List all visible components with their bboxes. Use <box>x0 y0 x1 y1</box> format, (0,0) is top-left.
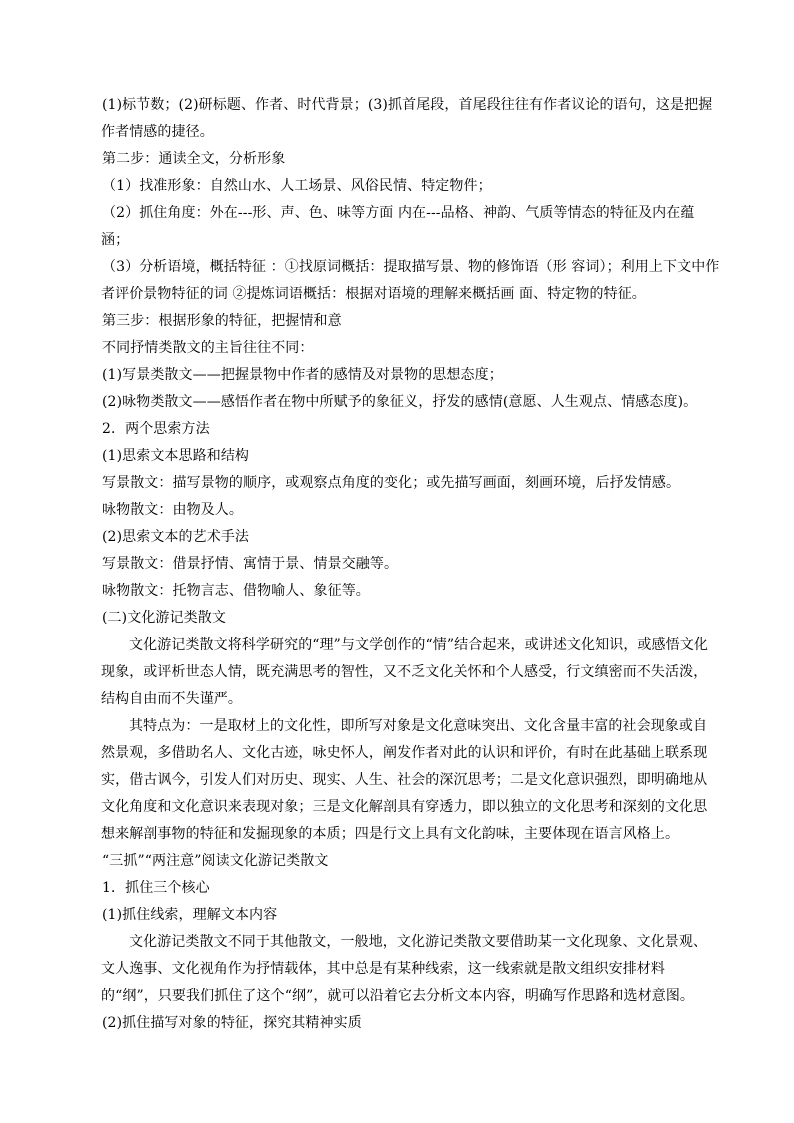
paragraph-landscape-art: 写景散文：借景抒情、寓情于景、情景交融等。 <box>102 556 399 572</box>
document-body <box>101 92 721 1037</box>
paragraph-object-structure: 咏物散文：由物及人。 <box>102 502 243 518</box>
section-three-cores: 1．抓住三个核心 <box>102 880 210 896</box>
paragraph-art-title: (2)思索文本的艺术手法 <box>102 529 250 545</box>
paragraph-context: （3）分析语境，概括特征 ：①找原词概括：提取描写景、物的修饰语（形 容词）；利用上下文中作者评价景物特征的词 ②提炼词语概括：根据对语境的理解来概括画 面、特定物的特征。 <box>101 259 720 302</box>
paragraph-landscape-structure: 写景散文：描写景物的顺序，或观察点角度的变化；或先描写画面，刻画环境，后抒发情感。 <box>102 475 681 491</box>
paragraph-step-two: 第二步：通读全文，分析形象 <box>102 151 286 167</box>
paragraph-object-art: 咏物散文：托物言志、借物喻人、象征等。 <box>102 583 370 599</box>
paragraph-step-three: 第三步：根据形象的特征，把握情和意 <box>102 313 342 329</box>
paragraph-steps-intro: (1)标节数；(2)研标题、作者、时代背景；(3)抓首尾段，首尾段往往有作者议论的语句，这是把握作者情感的捷径。 <box>101 97 713 140</box>
paragraph-clue-body: 文化游记类散文不同于其他散文，一般地，文化游记类散文要借助某一文化现象、文化景观、文人逸事、文化视角作为抒情载体，其中总是有某种线索，这一线索就是散文组织安排材料的“纲”，只要我们抓住了这个“纲”，就可以沿着它去分析文本内容，明确写作思路和选材意图。 <box>101 934 708 1004</box>
paragraph-clue-title: (1)抓住线索，理解文本内容 <box>102 907 278 923</box>
paragraph-reading-method: “三抓”“两注意”阅读文化游记类散文 <box>102 853 329 869</box>
paragraph-structure-title: (1)思索文本思路和结构 <box>102 448 250 464</box>
paragraph-find-image: （1）找准形象：自然山水、人工场景、风俗民情、特定物件； <box>102 178 492 194</box>
paragraph-theme-difference: 不同抒情类散文的主旨往往不同： <box>102 340 314 356</box>
paragraph-angle: （2）抓住角度：外在---形、声、色、味等方面 内在---品格、神韵、气质等情态的特征及内在蕴涵； <box>101 205 695 248</box>
section-two-methods: 2．两个思索方法 <box>102 421 210 437</box>
paragraph-feature-title: (2)抓住描写对象的特征，探究其精神实质 <box>102 1015 362 1031</box>
paragraph-culture-features: 其特点为：一是取材上的文化性，即所写对象是文化意味突出、文化含量丰富的社会现象或自然景观，多借助名人、文化古迹，咏史怀人，阐发作者对此的认识和评价，有时在此基础上联系现实，借古讽今，引发人们对历史、现实、人生、社会的深沉思考；二是文化意识强烈，即明确地从文化角度和文化意识来表现对象；三是文化解剖具有穿透力，即以独立的文化思考和深刻的文化思想来解剖事物的特征和发掘现象的本质；四是行文上具有文化韵味，主要体现在语言风格上。 <box>101 718 708 842</box>
paragraph-culture-definition: 文化游记类散文将科学研究的“理”与文学创作的“情”结合起来，或讲述文化知识，或感悟文化现象，或评析世态人情，既充满思考的智性，又不乏文化关怀和个人感受，行文缜密而不失活泼，结构自由而不失谨严。 <box>101 637 708 707</box>
section-culture-travel: (二)文化游记类散文 <box>102 610 226 626</box>
paragraph-landscape-prose: (1)写景类散文——把握景物中作者的感情及对景物的思想态度； <box>102 367 503 383</box>
paragraph-object-prose: (2)咏物类散文——感悟作者在物中所赋予的象征义，抒发的感情(意愿、人生观点、情感态度)。 <box>102 394 698 410</box>
